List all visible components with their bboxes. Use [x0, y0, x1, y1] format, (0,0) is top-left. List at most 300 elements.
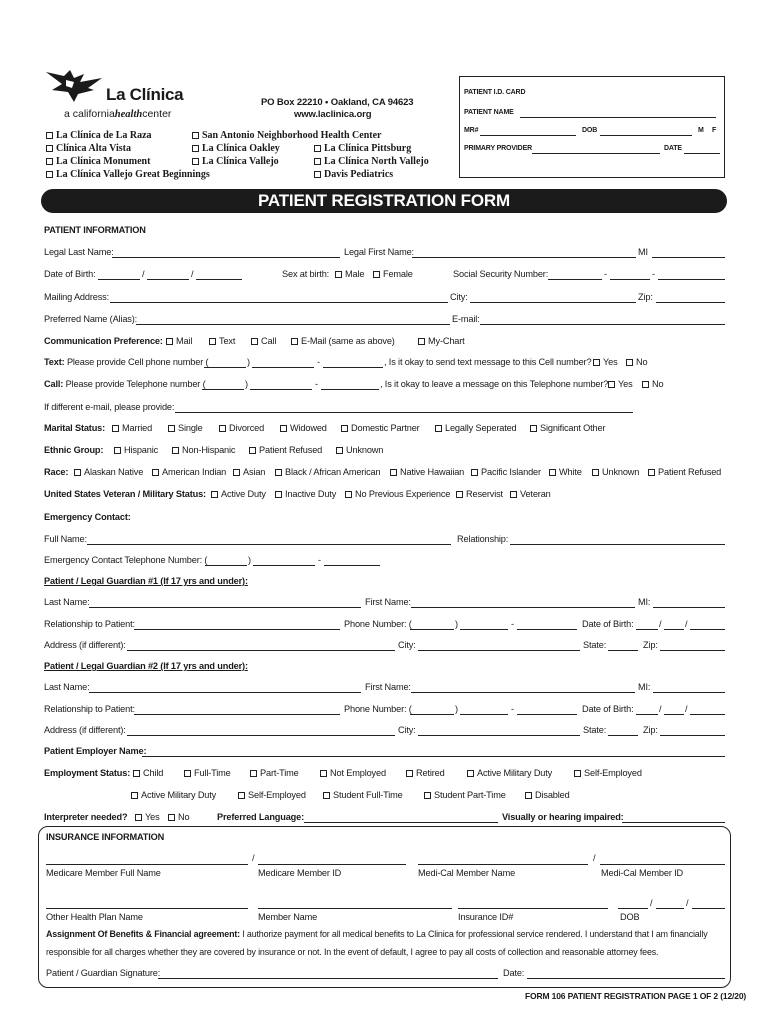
interpreter-yes-option[interactable]: Yes — [135, 812, 160, 822]
checkbox[interactable] — [192, 145, 199, 152]
checkbox[interactable] — [135, 814, 142, 821]
ethnic-label: Ethnic Group: — [44, 445, 104, 455]
marital-option[interactable]: Widowed — [280, 423, 327, 433]
dob-year-input[interactable] — [196, 279, 242, 280]
text-permission-row: Text: Please provide Cell phone number ( — [44, 357, 209, 367]
checkbox[interactable] — [549, 469, 556, 476]
veteran-label: United States Veteran / Military Status: — [44, 489, 206, 499]
interpreter-label: Interpreter needed? — [44, 812, 128, 822]
ssn-part1-input[interactable] — [548, 279, 602, 280]
assignment-text: Assignment Of Benefits & Financial agreement: I authorize payment for all medical benefits to La Clinica for professional service rendered. I understand that I am financially — [46, 929, 708, 939]
member-name-input[interactable] — [258, 908, 452, 909]
clinic-item[interactable]: Davis Pediatrics — [314, 168, 393, 181]
guardian1-area-code-input[interactable] — [410, 629, 454, 630]
ethnic-option[interactable]: Non-Hispanic — [172, 445, 235, 455]
comm-pref-label: Communication Preference: — [44, 336, 163, 346]
impaired-label: Visually or hearing impaired: — [502, 812, 624, 822]
eagle-logo-icon — [44, 68, 106, 104]
comm-call-option[interactable]: Call — [251, 336, 276, 346]
guardian1-mi-input[interactable] — [653, 607, 725, 608]
guardian1-mi-label: MI: — [638, 597, 651, 607]
checkbox[interactable] — [46, 158, 53, 165]
employment-option[interactable]: Not Employed — [320, 768, 386, 778]
guardian1-address-input[interactable] — [127, 650, 395, 651]
employment-option[interactable]: Disabled — [525, 790, 570, 800]
employment-option[interactable]: Active Military Duty — [467, 768, 552, 778]
other-plan-label: Other Health Plan Name — [46, 912, 143, 922]
member-name-label: Member Name — [258, 912, 318, 922]
call-no-option[interactable]: No — [642, 379, 663, 389]
checkbox[interactable] — [275, 491, 282, 498]
signature-label: Patient / Guardian Signature: — [46, 968, 161, 978]
guardian1-paren: ) — [455, 619, 458, 629]
city-input[interactable] — [470, 302, 636, 303]
medicare-id-input[interactable] — [258, 864, 406, 865]
checkbox[interactable] — [46, 145, 53, 152]
checkbox[interactable] — [345, 491, 352, 498]
guardian1-relationship-input[interactable] — [134, 629, 340, 630]
employment-option[interactable]: Self-Employed — [238, 790, 306, 800]
call-area-code-input[interactable] — [202, 389, 244, 390]
checkbox[interactable] — [314, 171, 321, 178]
guardian2-city-input[interactable] — [418, 735, 580, 736]
guardian2-first-input[interactable] — [411, 692, 635, 693]
id-card-m[interactable]: M — [698, 127, 704, 134]
ins-dob-month[interactable] — [618, 908, 648, 909]
guardian2-heading: Patient / Legal Guardian #2 (If 17 yrs and under): — [44, 661, 248, 671]
checkbox[interactable] — [608, 381, 615, 388]
comm-mail-option[interactable]: Mail — [166, 336, 192, 346]
guardian1-dob-sep2: / — [685, 619, 688, 629]
guardian1-state-input[interactable] — [608, 650, 638, 651]
mailing-label: Mailing Address: — [44, 292, 110, 302]
checkbox[interactable] — [525, 792, 532, 799]
employment-option[interactable]: Part-Time — [250, 768, 299, 778]
ssn-sep-2: - — [652, 269, 655, 279]
emergency-relationship-input[interactable] — [510, 544, 725, 545]
ssn-part3-input[interactable] — [658, 279, 725, 280]
emergency-relationship-label: Relationship: — [457, 534, 509, 544]
checkbox[interactable] — [168, 425, 175, 432]
form-footer: FORM 106 PATIENT REGISTRATION PAGE 1 OF 2 (12/20) — [525, 991, 747, 1001]
id-card-provider-label: PRIMARY PROVIDER — [464, 145, 532, 152]
checkbox[interactable] — [46, 132, 53, 139]
other-plan-input[interactable] — [46, 908, 248, 909]
diff-email-label: If different e-mail, please provide: — [44, 402, 175, 412]
guardian2-paren: ) — [455, 704, 458, 714]
guardian1-dob-sep1: / — [659, 619, 662, 629]
medicare-sep: / — [252, 853, 255, 863]
guardian2-state-input[interactable] — [608, 735, 638, 736]
checkbox[interactable] — [373, 271, 380, 278]
emergency-phone-part1-input[interactable] — [253, 565, 315, 566]
checkbox[interactable] — [320, 770, 327, 777]
text-yes-option[interactable]: Yes — [593, 357, 618, 367]
race-option[interactable]: Asian — [233, 467, 265, 477]
patient-id-card — [459, 76, 725, 178]
sex-label: Sex at birth: — [282, 269, 330, 279]
email-label: E-mail: — [452, 314, 480, 324]
comm-email-option[interactable]: E-Mail (same as above) — [291, 336, 395, 346]
medicare-id-label: Medicare Member ID — [258, 868, 342, 878]
guardian1-phone-label: Phone Number: ( — [344, 619, 412, 629]
checkbox[interactable] — [648, 469, 655, 476]
veteran-option[interactable]: Reservist — [456, 489, 503, 499]
checkbox[interactable] — [314, 158, 321, 165]
guardian1-phone-part2-input[interactable] — [517, 629, 577, 630]
call-phone-part1-input[interactable] — [250, 389, 312, 390]
guardian2-phone-label: Phone Number: ( — [344, 704, 412, 714]
text-phone-part1-input[interactable] — [252, 367, 314, 368]
section-heading-patient-info: PATIENT INFORMATION — [44, 225, 146, 235]
employment-option[interactable]: Child — [133, 768, 163, 778]
dob-label: Date of Birth: — [44, 269, 96, 279]
guardian2-relationship-input[interactable] — [134, 714, 340, 715]
legal-last-input[interactable] — [112, 257, 340, 258]
checkbox[interactable] — [46, 171, 53, 178]
impaired-input[interactable] — [622, 822, 725, 823]
guardian2-address-label: Address (if different): — [44, 725, 126, 735]
employment-option[interactable]: Self-Employed — [574, 768, 642, 778]
checkbox[interactable] — [593, 359, 600, 366]
race-option[interactable]: Alaskan Native — [74, 467, 143, 477]
zip-label: Zip: — [638, 292, 653, 302]
id-card-name-line[interactable] — [520, 117, 716, 118]
medicare-name-label: Medicare Member Full Name — [46, 868, 161, 878]
marital-label: Marital Status: — [44, 423, 106, 433]
guardian1-heading: Patient / Legal Guardian #1 (If 17 yrs and under): — [44, 576, 248, 586]
checkbox[interactable] — [291, 338, 298, 345]
checkbox[interactable] — [74, 469, 81, 476]
clinic-item[interactable]: La Clínica de La Raza — [46, 129, 152, 142]
employment-option[interactable]: Full-Time — [184, 768, 231, 778]
legal-first-input[interactable] — [412, 257, 636, 258]
id-card-mr-label: MR# — [464, 127, 479, 134]
ssn-label: Social Security Number: — [453, 269, 549, 279]
emergency-phone-part2-input[interactable] — [324, 565, 380, 566]
ins-dob-day[interactable] — [656, 908, 684, 909]
medical-id-label: Medi-Cal Member ID — [601, 868, 684, 878]
mailing-input[interactable] — [110, 302, 448, 303]
employment-option[interactable]: Student Full-Time — [323, 790, 403, 800]
marital-option[interactable]: Domestic Partner — [341, 423, 420, 433]
employer-input[interactable] — [142, 756, 725, 757]
guardian1-dob-year[interactable] — [690, 629, 725, 630]
text-paren: ) — [247, 357, 250, 367]
medical-sep: / — [593, 853, 596, 863]
checkbox[interactable] — [192, 158, 199, 165]
veteran-option[interactable]: Active Duty — [211, 489, 266, 499]
id-card-dob-label: DOB — [582, 127, 598, 134]
guardian2-last-input[interactable] — [89, 692, 361, 693]
emergency-phone-sep: - — [318, 555, 321, 565]
guardian2-zip-input[interactable] — [660, 735, 725, 736]
checkbox[interactable] — [406, 770, 413, 777]
checkbox[interactable] — [435, 425, 442, 432]
preferred-name-input[interactable] — [136, 324, 450, 325]
id-card-mr-line[interactable] — [480, 135, 576, 136]
guardian2-mi-label: MI: — [638, 682, 651, 692]
clinic-item[interactable]: La Clínica North Vallejo — [314, 155, 429, 168]
guardian2-phone-part1-input[interactable] — [460, 714, 508, 715]
checkbox[interactable] — [131, 792, 138, 799]
form-title-bar — [41, 189, 727, 213]
medical-name-input[interactable] — [418, 864, 588, 865]
guardian1-dob-label: Date of Birth: — [582, 619, 634, 629]
guardian2-dob-sep1: / — [659, 704, 662, 714]
checkbox[interactable] — [114, 447, 121, 454]
insurance-id-label: Insurance ID# — [458, 912, 514, 922]
guardian2-mi-input[interactable] — [653, 692, 725, 693]
dob-sep-1: / — [142, 269, 145, 279]
checkbox[interactable] — [112, 425, 119, 432]
guardian1-dob-day[interactable] — [664, 629, 684, 630]
text-area-code-input[interactable] — [204, 367, 246, 368]
guardian2-address-input[interactable] — [127, 735, 395, 736]
ins-dob-year[interactable] — [692, 908, 725, 909]
language-label: Preferred Language: — [217, 812, 305, 822]
text-question: , Is it okay to send text message to this Cell number? — [384, 357, 592, 367]
clinic-item[interactable]: Clínica Alta Vista — [46, 142, 131, 155]
guardian1-zip-input[interactable] — [660, 650, 725, 651]
marital-option[interactable]: Married — [112, 423, 152, 433]
checkbox[interactable] — [168, 814, 175, 821]
guardian2-first-label: First Name: — [365, 682, 411, 692]
preferred-name-label: Preferred Name (Alias): — [44, 314, 138, 324]
checkbox[interactable] — [574, 770, 581, 777]
org-website: www.laclinica.org — [294, 109, 372, 120]
race-option[interactable]: Unknown — [592, 467, 639, 477]
checkbox[interactable] — [166, 338, 173, 345]
guardian2-last-label: Last Name: — [44, 682, 90, 692]
diff-email-input[interactable] — [175, 412, 633, 413]
mi-input[interactable] — [652, 257, 725, 258]
id-card-dob-line[interactable] — [600, 135, 692, 136]
emergency-heading: Emergency Contact: — [44, 512, 131, 522]
checkbox[interactable] — [390, 469, 397, 476]
checkbox[interactable] — [238, 792, 245, 799]
comm-text-option[interactable]: Text — [209, 336, 235, 346]
guardian1-dob-month[interactable] — [636, 629, 658, 630]
guardian1-first-input[interactable] — [411, 607, 635, 608]
org-address: PO Box 22210 • Oakland, CA 94623 — [261, 97, 414, 108]
medical-name-label: Medi-Cal Member Name — [418, 868, 516, 878]
checkbox[interactable] — [530, 425, 537, 432]
checkbox[interactable] — [471, 469, 478, 476]
checkbox[interactable] — [233, 469, 240, 476]
checkbox[interactable] — [626, 359, 633, 366]
checkbox[interactable] — [418, 338, 425, 345]
veteran-option[interactable]: Inactive Duty — [275, 489, 336, 499]
logo-name: La Clínica — [106, 85, 184, 104]
guardian1-address-label: Address (if different): — [44, 640, 126, 650]
guardian2-relationship-label: Relationship to Patient: — [44, 704, 135, 714]
insurance-heading: INSURANCE INFORMATION — [46, 832, 165, 842]
comm-mychart-option[interactable]: My-Chart — [418, 336, 465, 346]
checkbox[interactable] — [209, 338, 216, 345]
guardian1-state-label: State: — [583, 640, 607, 650]
checkbox[interactable] — [250, 770, 257, 777]
checkbox[interactable] — [341, 425, 348, 432]
clinic-item[interactable]: La Clínica Vallejo — [192, 155, 279, 168]
guardian1-zip-label: Zip: — [643, 640, 658, 650]
insurance-id-input[interactable] — [458, 908, 608, 909]
ethnic-option[interactable]: Unknown — [336, 445, 383, 455]
checkbox[interactable] — [192, 132, 199, 139]
ethnic-option[interactable]: Hispanic — [114, 445, 158, 455]
dob-day-input[interactable] — [147, 279, 189, 280]
logo-tagline: a californiahealthcenter — [64, 108, 172, 120]
employment-option[interactable]: Active Military Duty — [131, 790, 216, 800]
guardian2-phone-sep: - — [511, 704, 514, 714]
guardian1-last-label: Last Name: — [44, 597, 90, 607]
employment-status-label: Employment Status: — [44, 768, 131, 778]
guardian1-phone-part1-input[interactable] — [460, 629, 508, 630]
race-option[interactable]: White — [549, 467, 582, 477]
checkbox[interactable] — [642, 381, 649, 388]
employment-option[interactable]: Student Part-Time — [424, 790, 506, 800]
form-title: PATIENT REGISTRATION FORM — [258, 191, 510, 210]
ins-dob-sep2: / — [686, 898, 689, 908]
language-input[interactable] — [304, 822, 498, 823]
guardian2-phone-part2-input[interactable] — [517, 714, 577, 715]
guardian1-city-input[interactable] — [418, 650, 580, 651]
sig-date-input[interactable] — [527, 978, 725, 979]
call-phone-part2-input[interactable] — [321, 389, 379, 390]
guardian2-dob-day[interactable] — [664, 714, 684, 715]
emergency-name-input[interactable] — [87, 544, 451, 545]
checkbox[interactable] — [467, 770, 474, 777]
checkbox[interactable] — [510, 491, 517, 498]
call-question: , Is it okay to leave a message on this Telephone number? — [380, 379, 609, 389]
checkbox[interactable] — [275, 469, 282, 476]
guardian1-phone-sep: - — [511, 619, 514, 629]
id-card-title: PATIENT I.D. CARD — [464, 89, 526, 96]
checkbox[interactable] — [314, 145, 321, 152]
mi-label: MI — [638, 247, 648, 257]
race-option[interactable]: Black / African American — [275, 467, 380, 477]
medical-id-input[interactable] — [600, 864, 725, 865]
checkbox[interactable] — [323, 792, 330, 799]
assignment-text-2: responsible for all charges whether they are covered by insurance or not. In the event of default, I agree to pay all costs of collection and reasonable attorney fees. — [46, 947, 659, 957]
checkbox[interactable] — [219, 425, 226, 432]
veteran-option[interactable]: No Previous Experience — [345, 489, 450, 499]
id-card-date-line[interactable] — [684, 153, 720, 154]
ethnic-option[interactable]: Patient Refused — [249, 445, 322, 455]
checkbox[interactable] — [335, 271, 342, 278]
dob-month-input[interactable] — [98, 279, 140, 280]
checkbox[interactable] — [172, 447, 179, 454]
clinic-item[interactable]: La Clínica Monument — [46, 155, 150, 168]
checkbox[interactable] — [249, 447, 256, 454]
ins-dob-sep1: / — [650, 898, 653, 908]
zip-input[interactable] — [656, 302, 725, 303]
call-phone-sep: - — [315, 379, 318, 389]
checkbox[interactable] — [592, 469, 599, 476]
guardian1-last-input[interactable] — [89, 607, 361, 608]
call-permission-row: Call: Please provide Telephone number ( — [44, 379, 206, 389]
clinic-item[interactable]: La Clínica Oakley — [192, 142, 280, 155]
interpreter-no-option[interactable]: No — [168, 812, 189, 822]
logo — [44, 68, 214, 124]
dob-sep-2: / — [191, 269, 194, 279]
insurance-box — [38, 826, 731, 988]
checkbox[interactable] — [456, 491, 463, 498]
clinic-item[interactable]: San Antonio Neighborhood Health Center — [192, 129, 381, 142]
call-yes-option[interactable]: Yes — [608, 379, 633, 389]
race-option[interactable]: Patient Refused — [648, 467, 721, 477]
guardian1-city-label: City: — [398, 640, 416, 650]
checkbox[interactable] — [184, 770, 191, 777]
emergency-area-code-input[interactable] — [205, 565, 247, 566]
checkbox[interactable] — [336, 447, 343, 454]
checkbox[interactable] — [424, 792, 431, 799]
checkbox[interactable] — [280, 425, 287, 432]
ssn-part2-input[interactable] — [610, 279, 650, 280]
marital-option[interactable]: Divorced — [219, 423, 264, 433]
clinic-item[interactable]: La Clínica Vallejo Great Beginnings — [46, 168, 210, 181]
sig-date-label: Date: — [503, 968, 525, 978]
guardian1-first-label: First Name: — [365, 597, 411, 607]
race-option[interactable]: Native Hawaiian — [390, 467, 464, 477]
ins-dob-label: DOB — [620, 912, 640, 922]
marital-option[interactable]: Legally Seperated — [435, 423, 517, 433]
guardian2-dob-sep2: / — [685, 704, 688, 714]
checkbox[interactable] — [211, 491, 218, 498]
text-phone-part2-input[interactable] — [323, 367, 383, 368]
ssn-sep-1: - — [604, 269, 607, 279]
clinic-item[interactable]: La Clínica Pittsburg — [314, 142, 411, 155]
call-paren: ) — [245, 379, 248, 389]
employer-label: Patient Employer Name: — [44, 746, 147, 756]
legal-last-label: Legal Last Name: — [44, 247, 114, 257]
guardian2-area-code-input[interactable] — [410, 714, 454, 715]
race-option[interactable]: American Indian — [152, 467, 226, 477]
marital-option[interactable]: Significant Other — [530, 423, 605, 433]
emergency-paren: ) — [248, 555, 251, 565]
text-no-option[interactable]: No — [626, 357, 647, 367]
checkbox[interactable] — [152, 469, 159, 476]
checkbox[interactable] — [251, 338, 258, 345]
sex-male-option[interactable]: Male — [335, 269, 364, 279]
id-card-provider-line[interactable] — [532, 153, 660, 154]
veteran-option[interactable]: Veteran — [510, 489, 551, 499]
checkbox[interactable] — [133, 770, 140, 777]
guardian2-dob-year[interactable] — [690, 714, 725, 715]
medicare-name-input[interactable] — [46, 864, 248, 865]
guardian1-relationship-label: Relationship to Patient: — [44, 619, 135, 629]
email-input[interactable] — [480, 324, 725, 325]
legal-first-label: Legal First Name: — [344, 247, 414, 257]
race-option[interactable]: Pacific Islander — [471, 467, 541, 477]
guardian2-city-label: City: — [398, 725, 416, 735]
id-card-name-label: PATIENT NAME — [464, 109, 514, 116]
guardian2-state-label: State: — [583, 725, 607, 735]
sex-female-option[interactable]: Female — [373, 269, 413, 279]
signature-input[interactable] — [158, 978, 498, 979]
emergency-name-label: Full Name: — [44, 534, 87, 544]
marital-option[interactable]: Single — [168, 423, 203, 433]
city-label: City: — [450, 292, 468, 302]
guardian2-zip-label: Zip: — [643, 725, 658, 735]
text-phone-sep: - — [317, 357, 320, 367]
guardian2-dob-label: Date of Birth: — [582, 704, 634, 714]
guardian2-dob-month[interactable] — [636, 714, 658, 715]
id-card-date-label: DATE — [664, 145, 682, 152]
employment-option[interactable]: Retired — [406, 768, 445, 778]
emergency-phone-label: Emergency Contact Telephone Number: ( — [44, 555, 208, 565]
id-card-f[interactable]: F — [712, 127, 717, 134]
